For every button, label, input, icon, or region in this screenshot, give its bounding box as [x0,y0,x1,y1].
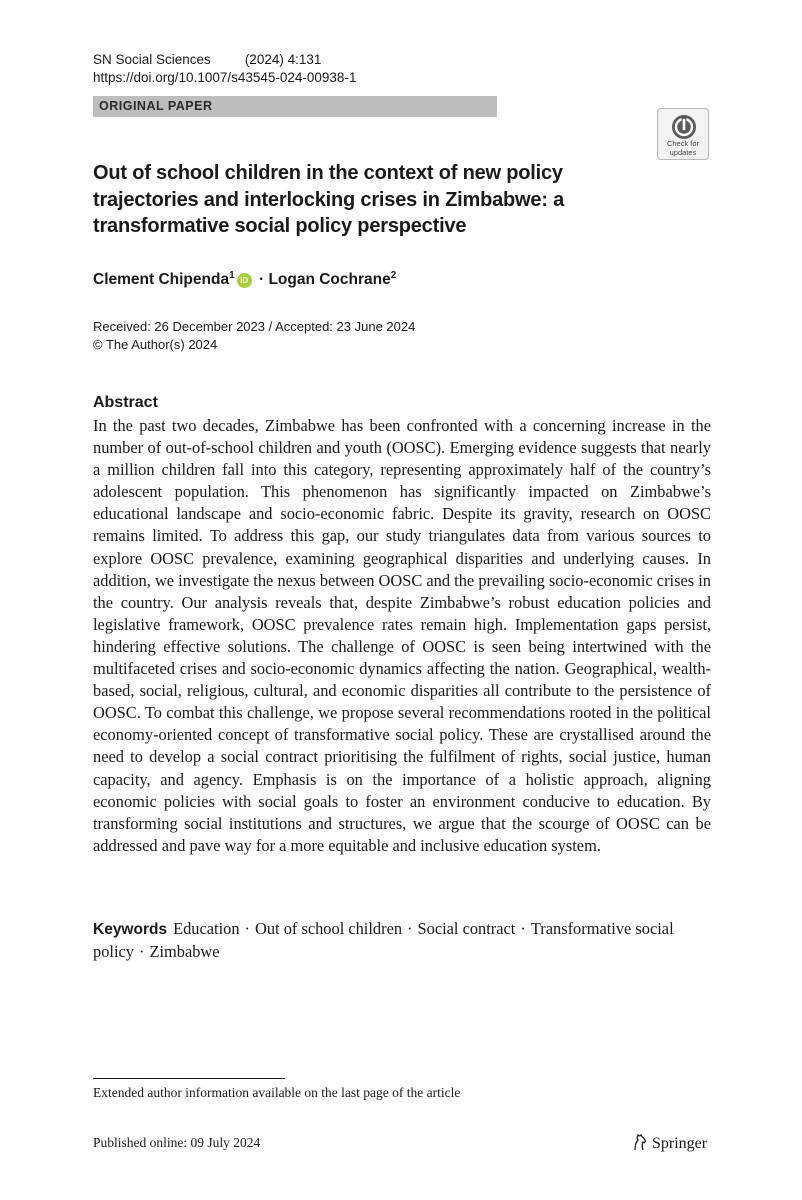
article-dates [93,318,415,354]
journal-volume: (2024) 4:131 [244,52,322,67]
check-for-updates-button[interactable] [657,108,709,160]
author-separator: · [258,271,265,289]
keywords-heading: Keywords [93,921,168,938]
check-updates-icon [670,113,698,141]
keyword: Social contract [417,919,516,938]
author-affiliation: 2 [390,270,397,281]
author-name[interactable]: Clement Chipenda [93,271,230,289]
abstract-text: In the past two decades, Zimbabwe has been confronted with a concerning increase in the number of out-of-school children and youth (OOSC). Emerging evidence suggests that nearly a million children fall into this category, representing approximately half of the country’s adolescent population. This phenomenon has significantly impacted on Zimbabwe’s educational landscape and socio-economic fabric. Despite its gravity, research on OOSC remains limited. To address this gap, our study triangulates data from various sources to explore OOSC prevalence, examining geographical disparities and underlying causes. In addition, we investigate the nexus between OOSC and the prevailing socio-economic crises in the country. Our analysis reveals that, despite Zimbabwe’s robust education policies and legislative framework, OOSC prevalence rates remain high. Implementation gaps persist, hindering effective solutions. The challenge of OOSC is seen being intertwined with the multifaceted crises and socio-economic dynamics affecting the nation. Geographical, wealth-based, social, religious, cultural, and economic disparities all contribute to the persistence of OOSC. To combat this challenge, we propose several recommendations rooted in the political economy-oriented concept of transformative social policy. These are crystallised around the need to develop a social contract prioritising the fulfilment of rights, social justice, human capacity, and agency. Emphasis is on the importance of a holistic approach, aligning economic policies with social goals to foster an environment conducive to education. By transforming social institutions and structures, we argue that the scourge of OOSC can be addressed and pave way for a more equitable and inclusive education system. [93,416,711,855]
copyright: © The Author(s) 2024 [93,337,218,352]
abstract-heading: Abstract [93,394,158,411]
publisher-name: Springer [652,1135,708,1152]
keyword: Transformative social policy [93,919,674,962]
footnote: Extended author information available on the last page of the article [93,1085,461,1100]
publisher-logo [632,1133,707,1153]
springer-horse-icon [632,1133,648,1151]
author-name[interactable]: Logan Cochrane [268,271,391,289]
paper-title: Out of school children in the context of new policy trajectories and interlocking crises in Zimbabwe: a transformative social policy perspective [93,162,565,237]
author-list [93,270,396,289]
orcid-icon[interactable]: iD [237,273,252,288]
keyword: Out of school children [255,919,403,938]
keyword: Zimbabwe [149,942,220,962]
doi-link[interactable]: https://doi.org/10.1007/s43545-024-00938-1 [93,70,357,85]
article-type-banner: ORIGINAL PAPER [93,96,497,117]
journal-name: SN Social Sciences [93,52,211,67]
journal-citation [93,52,321,67]
published-date: Published online: 09 July 2024 [93,1135,261,1150]
keyword: Education [173,919,240,938]
keywords: Keywords Education · Out of school children · Social contract · Transformative social policy · Zimbabwe [93,919,674,962]
footnote-divider [93,1078,285,1079]
received-accepted: Received: 26 December 2023 / Accepted: 23 June 2024 [93,319,416,334]
author-affiliation: 1 [229,270,235,281]
check-updates-caption: Check for updates [666,139,700,157]
